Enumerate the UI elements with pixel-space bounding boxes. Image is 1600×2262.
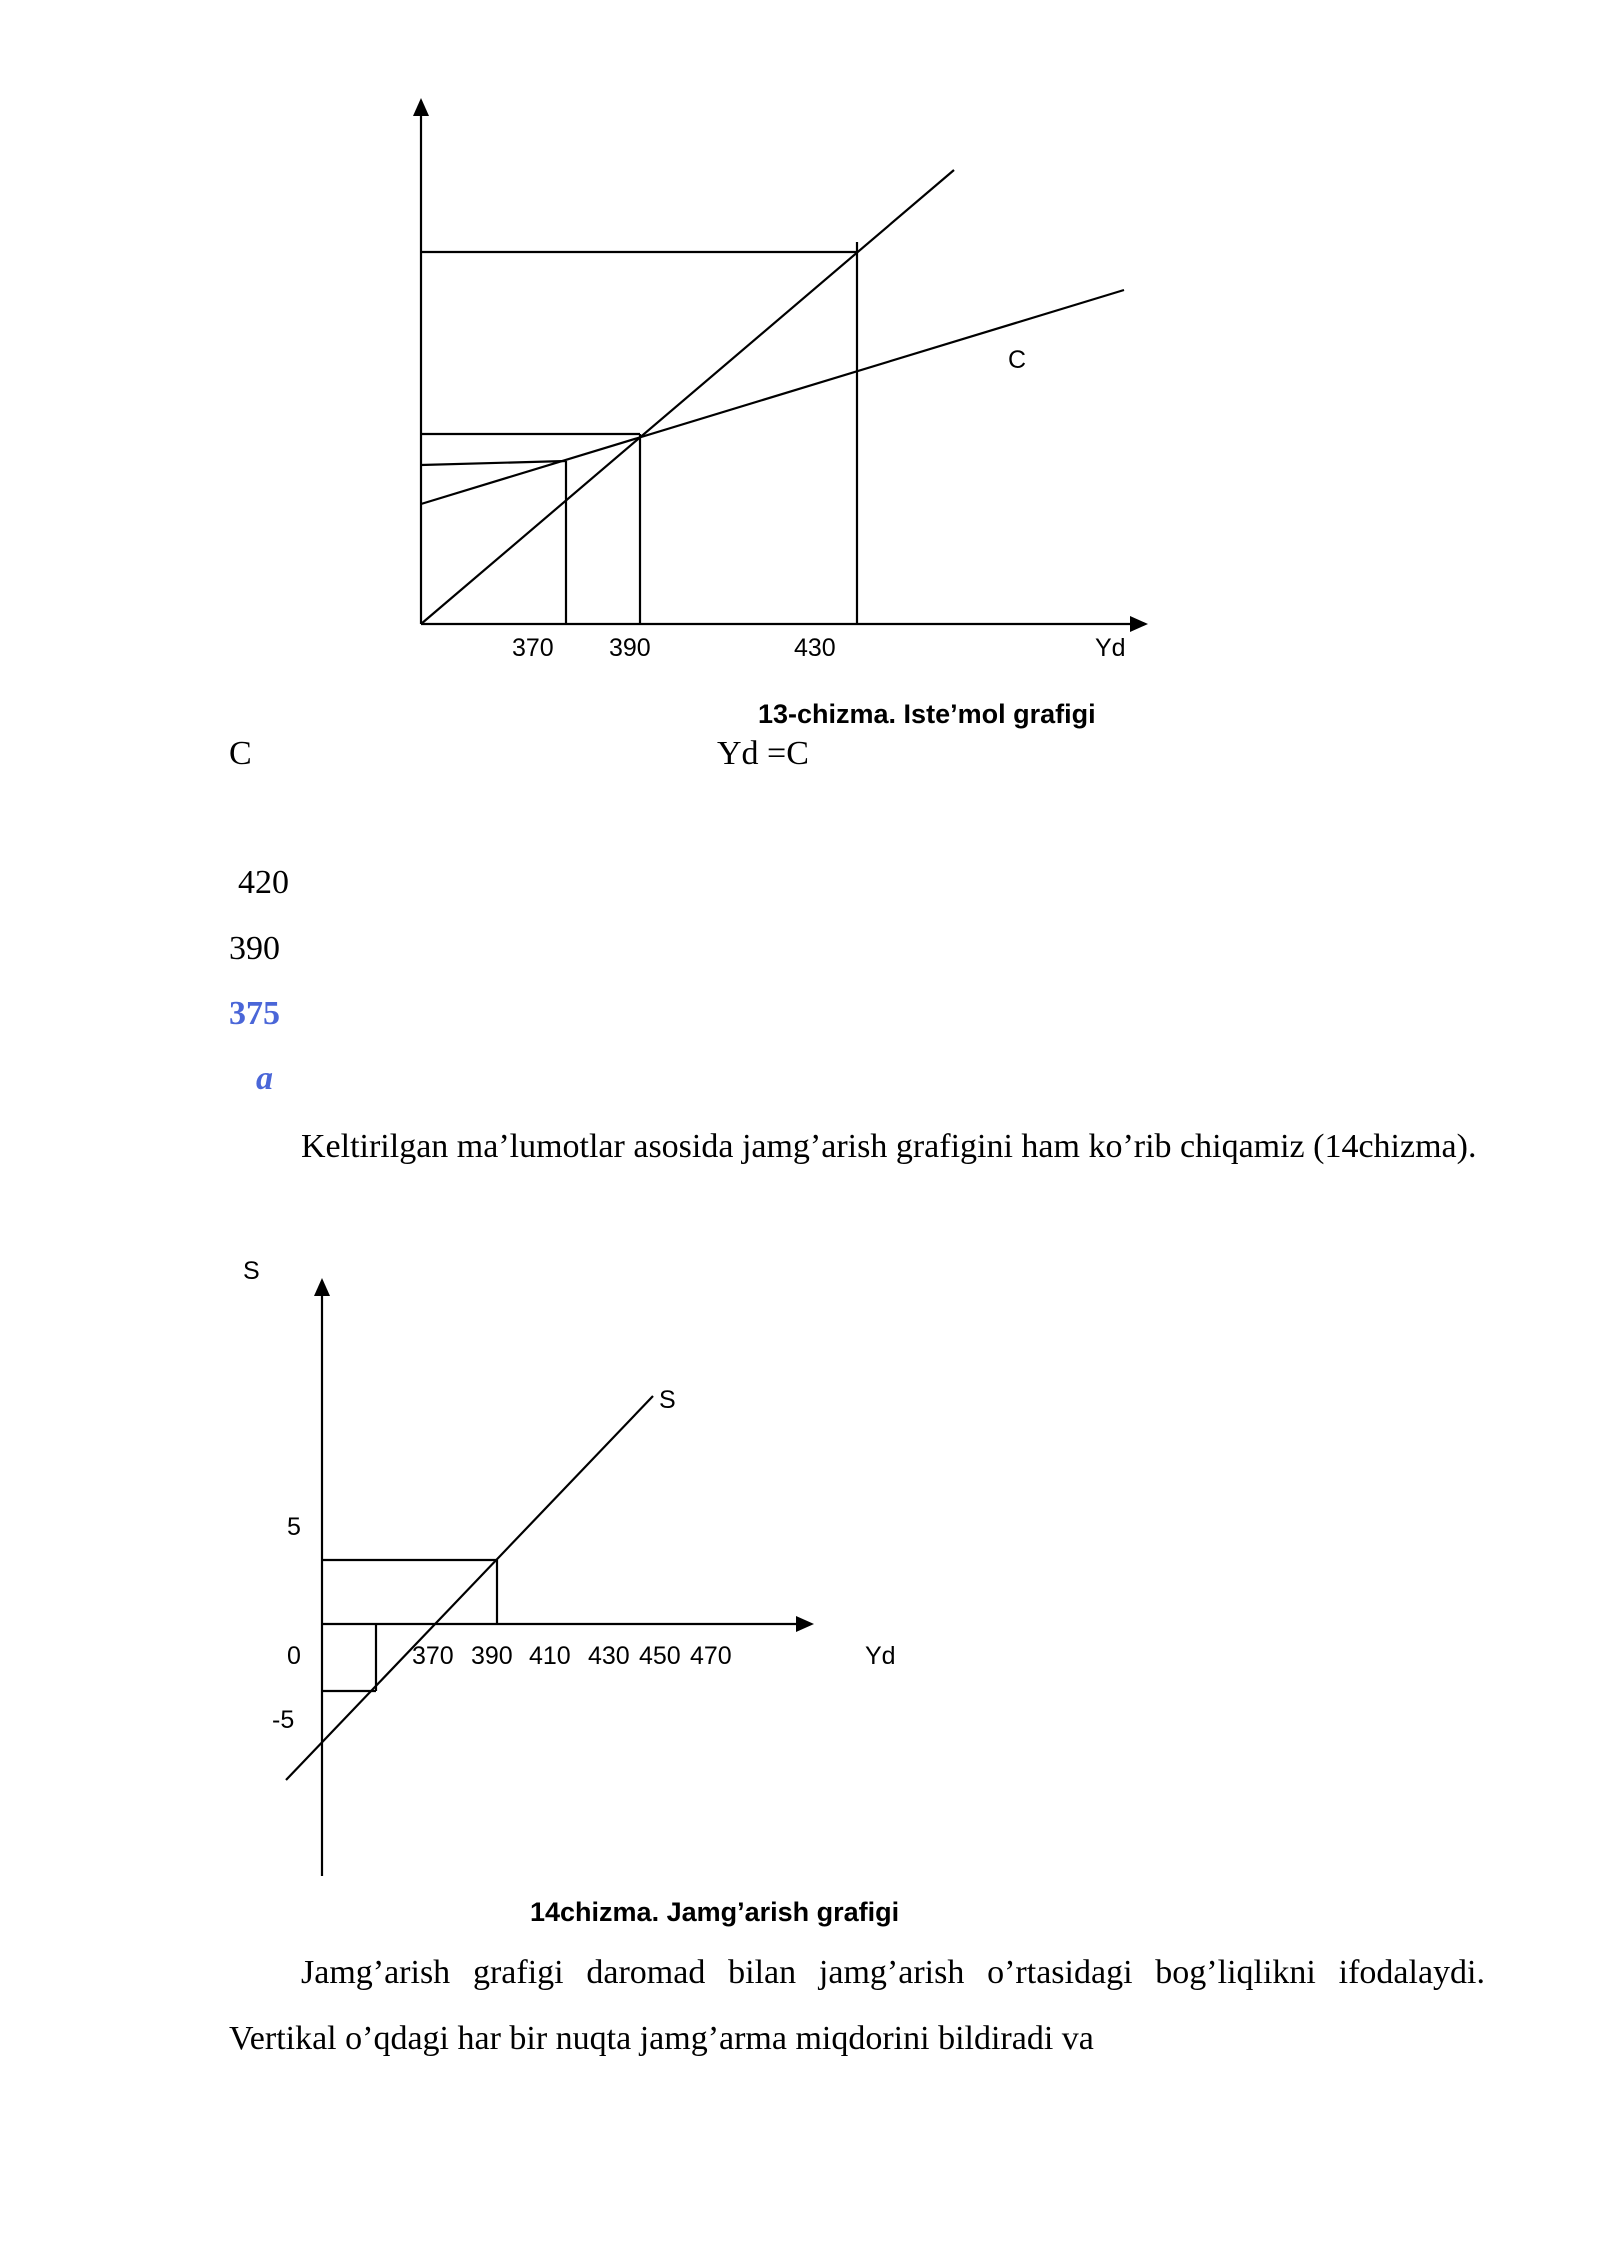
x-tick-370: 370: [512, 634, 554, 662]
figure-13-caption: 13-chizma. Iste’mol grafigi: [758, 699, 1096, 729]
s-x-tick-410: 410: [529, 1642, 571, 1670]
paragraph-2: Jamg’arish grafigi daromad bilan jamg’arish o’rtasidagi bog’liqlikni ifodalaydi. Vertikal o’qdagi har bir nuqta jamg’arma miqdorini bildiradi va: [229, 1954, 1485, 2057]
x-axis-label: Yd: [1095, 634, 1126, 662]
label-a: a: [256, 1060, 273, 1097]
label-c: C: [229, 735, 252, 772]
s-x-axis-label: Yd: [865, 1642, 896, 1670]
y-tick-0: 0: [287, 1642, 301, 1670]
value-420: 420: [238, 864, 289, 901]
s-y-axis-arrowhead: [314, 1278, 330, 1296]
paragraph-1: Keltirilgan ma’lumotlar asosida jamg’arish grafigini ham ko’rib chiqamiz (14chizma).: [301, 1128, 1477, 1165]
consumption-curve-label: C: [1008, 346, 1027, 374]
x-tick-430: 430: [794, 634, 836, 662]
value-375: 375: [229, 995, 280, 1032]
s-x-tick-430: 430: [588, 1642, 630, 1670]
y-tick-minus-5: -5: [272, 1706, 295, 1734]
figure-14-caption: 14chizma. Jamg’arish grafigi: [530, 1897, 900, 1927]
s-x-tick-450: 450: [639, 1642, 681, 1670]
label-yd-equals-c: Yd =C: [717, 735, 809, 772]
s-x-axis-arrowhead: [796, 1616, 814, 1632]
s-x-tick-470: 470: [690, 1642, 732, 1670]
s-y-axis-label: S: [243, 1257, 260, 1285]
x-tick-390: 390: [609, 634, 651, 662]
s-x-tick-390: 390: [471, 1642, 513, 1670]
s-x-tick-370: 370: [412, 1642, 454, 1670]
savings-line: [286, 1396, 653, 1780]
y-tick-5: 5: [287, 1513, 301, 1541]
savings-curve-label: S: [659, 1386, 676, 1414]
value-390: 390: [229, 930, 280, 967]
